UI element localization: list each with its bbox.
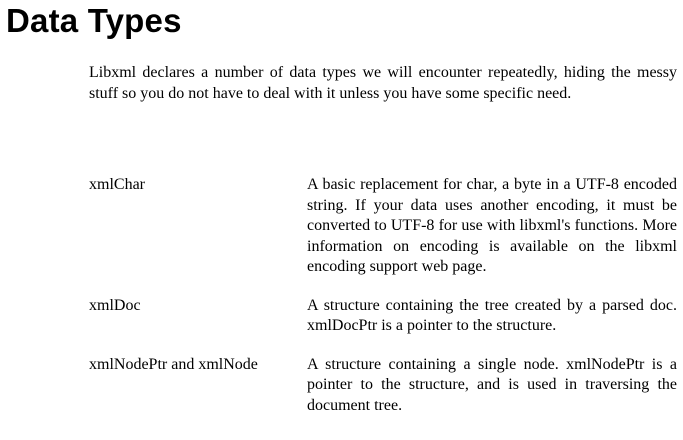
definition-term: xmlNodePtr and xmlNode [89,355,258,373]
definition-xmlnodeptr [89,355,677,417]
definition-term: xmlChar [89,176,145,193]
definition-description: A basic replacement for char, a byte in a UTF-8 encoded string. If your data uses another encoding, it must be converted to UTF-8 for use with libxml's functions. More information on encoding is available on the libxml encoding support web page. [307,176,677,275]
data-type-definitions [89,175,677,416]
definition-description: A structure containing a single node. xmlNodePtr is a pointer to the structure, and is used in traversing the document tree. [307,355,677,414]
page-title: Data Types [6,2,182,39]
definition-description: A structure containing the tree created by a parsed doc. xmlDocPtr is a pointer to the structure. [307,296,677,334]
definition-xmldoc [89,296,677,337]
intro-paragraph: Libxml declares a number of data types we will encounter repeatedly, hiding the messy stuff so you do not have to deal with it unless you have some specific need. [89,64,677,102]
definition-xmlchar [89,175,677,278]
definition-term: xmlDoc [89,296,141,314]
